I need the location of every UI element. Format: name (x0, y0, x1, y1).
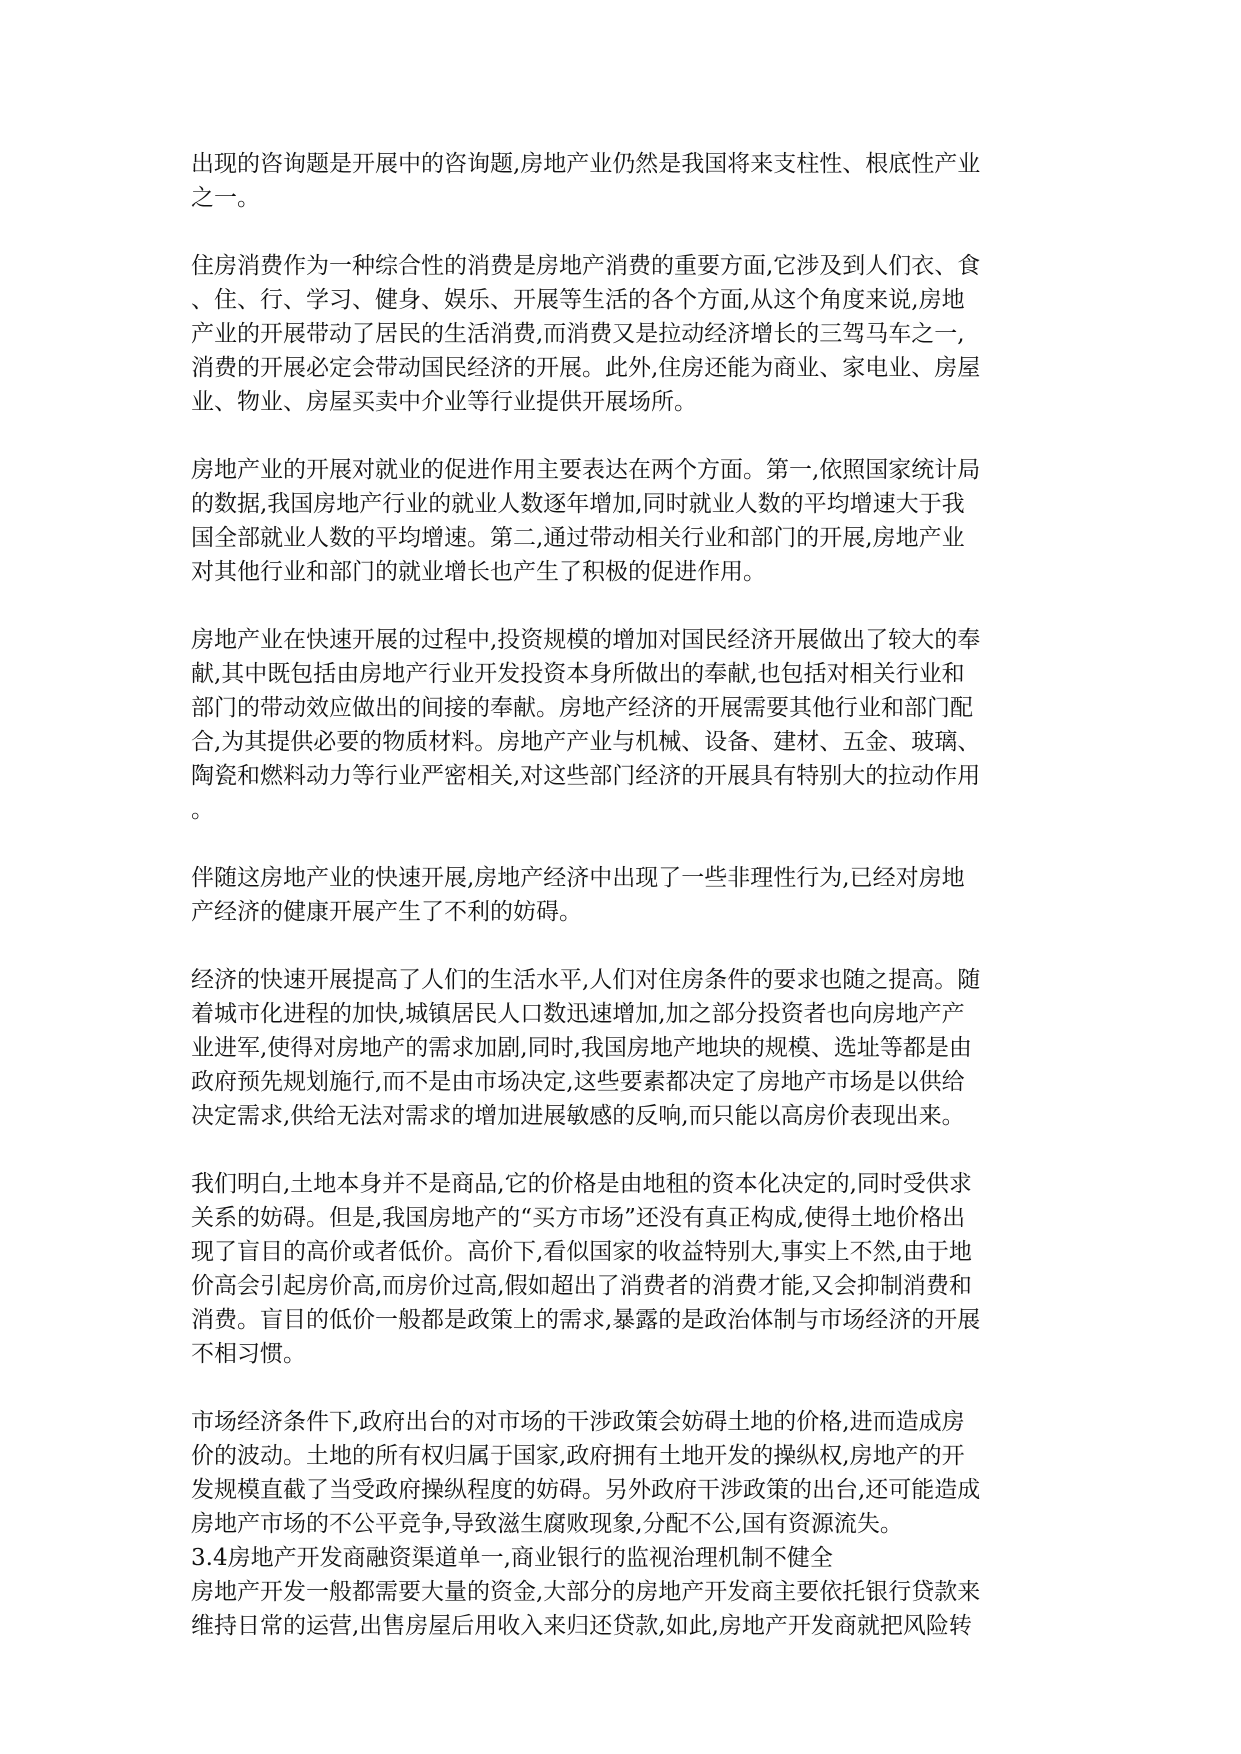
text-line: 的数据,我国房地产行业的就业人数逐年增加,同时就业人数的平均增速大于我 (191, 491, 965, 517)
heading-line: 3.4房地产开发商融资渠道单一,商业银行的监视治理机制不健全 (191, 1545, 833, 1571)
paragraph (191, 861, 1051, 929)
text-line: 发规模直截了当受政府操纵程度的妨碍。另外政府干涉政策的出台,还可能造成 (191, 1477, 981, 1503)
text-line: 国全部就业人数的平均增速。第二,通过带动相关行业和部门的开展,房地产业 (191, 525, 965, 551)
text-line: 消费的开展必定会带动国民经济的开展。此外,住房还能为商业、家电业、房屋 (191, 355, 981, 381)
paragraph (191, 623, 1051, 827)
document-page (191, 147, 1051, 1643)
text-line: 政府预先规划施行,而不是由市场决定,这些要素都决定了房地产市场是以供给 (191, 1069, 965, 1095)
text-line: 不相习惯。 (191, 1341, 306, 1367)
text-line: 维持日常的运营,出售房屋后用收入来归还贷款,如此,房地产开发商就把风险转 (191, 1613, 972, 1639)
text-line: 价的波动。土地的所有权归属于国家,政府拥有土地开发的操纵权,房地产的开 (191, 1443, 965, 1469)
text-line: 我们明白,土地本身并不是商品,它的价格是由地租的资本化决定的,同时受供求 (191, 1171, 972, 1197)
text-line: 出现的咨询题是开展中的咨询题,房地产业仍然是我国将来支柱性、根底性产业 (191, 151, 981, 177)
paragraph (191, 1167, 1051, 1371)
text-line: 市场经济条件下,政府出台的对市场的干涉政策会妨碍土地的价格,进而造成房 (191, 1409, 965, 1435)
text-line: 之一。 (191, 185, 260, 211)
text-line: 。 (191, 797, 214, 823)
text-line: 产经济的健康开展产生了不利的妨碍。 (191, 899, 582, 925)
text-line: 房地产市场的不公平竞争,导致滋生腐败现象,分配不公,国有资源流失。 (191, 1511, 903, 1537)
section-heading (191, 1541, 1051, 1575)
text-line: 陶瓷和燃料动力等行业严密相关,对这些部门经济的开展具有特别大的拉动作用 (191, 763, 981, 789)
paragraph (191, 147, 1051, 215)
paragraph (191, 1405, 1051, 1541)
text-line: 房地产业在快速开展的过程中,投资规模的增加对国民经济开展做出了较大的奉 (191, 627, 981, 653)
text-line: 献,其中既包括由房地产行业开发投资本身所做出的奉献,也包括对相关行业和 (191, 661, 965, 687)
paragraph (191, 963, 1051, 1133)
text-line: 着城市化进程的加快,城镇居民人口数迅速增加,加之部分投资者也向房地产产 (191, 1001, 965, 1027)
paragraph (191, 453, 1051, 589)
text-line: 业、物业、房屋买卖中介业等行业提供开展场所。 (191, 389, 697, 415)
text-line: 决定需求,供给无法对需求的增加进展敏感的反响,而只能以高房价表现出来。 (191, 1103, 965, 1129)
paragraph (191, 249, 1051, 419)
text-line: 伴随这房地产业的快速开展,房地产经济中出现了一些非理性行为,已经对房地 (191, 865, 965, 891)
text-line: 部门的带动效应做出的间接的奉献。房地产经济的开展需要其他行业和部门配 (191, 695, 973, 721)
text-line: 合,为其提供必要的物质材料。房地产产业与机械、设备、建材、五金、玻璃、 (191, 729, 981, 755)
text-line: 房地产开发一般都需要大量的资金,大部分的房地产开发商主要依托银行贷款来 (191, 1579, 981, 1605)
text-line: 消费。盲目的低价一般都是政策上的需求,暴露的是政治体制与市场经济的开展 (191, 1307, 981, 1333)
text-line: 价高会引起房价高,而房价过高,假如超出了消费者的消费才能,又会抑制消费和 (191, 1273, 972, 1299)
text-line: 产业的开展带动了居民的生活消费,而消费又是拉动经济增长的三驾马车之一, (191, 321, 965, 347)
text-line: 关系的妨碍。但是,我国房地产的“买方市场”还没有真正构成,使得土地价格出 (191, 1205, 966, 1231)
text-line: 经济的快速开展提高了人们的生活水平,人们对住房条件的要求也随之提高。随 (191, 967, 981, 993)
text-line: 对其他行业和部门的就业增长也产生了积极的促进作用。 (191, 559, 766, 585)
text-line: 住房消费作为一种综合性的消费是房地产消费的重要方面,它涉及到人们衣、食 (191, 253, 981, 279)
text-line: 现了盲目的高价或者低价。高价下,看似国家的收益特别大,事实上不然,由于地 (191, 1239, 972, 1265)
text-line: 、住、行、学习、健身、娱乐、开展等生活的各个方面,从这个角度来说,房地 (191, 287, 965, 313)
text-line: 房地产业的开展对就业的促进作用主要表达在两个方面。第一,依照国家统计局 (191, 457, 981, 483)
paragraph (191, 1575, 1051, 1643)
text-line: 业进军,使得对房地产的需求加剧,同时,我国房地产地块的规模、选址等都是由 (191, 1035, 972, 1061)
